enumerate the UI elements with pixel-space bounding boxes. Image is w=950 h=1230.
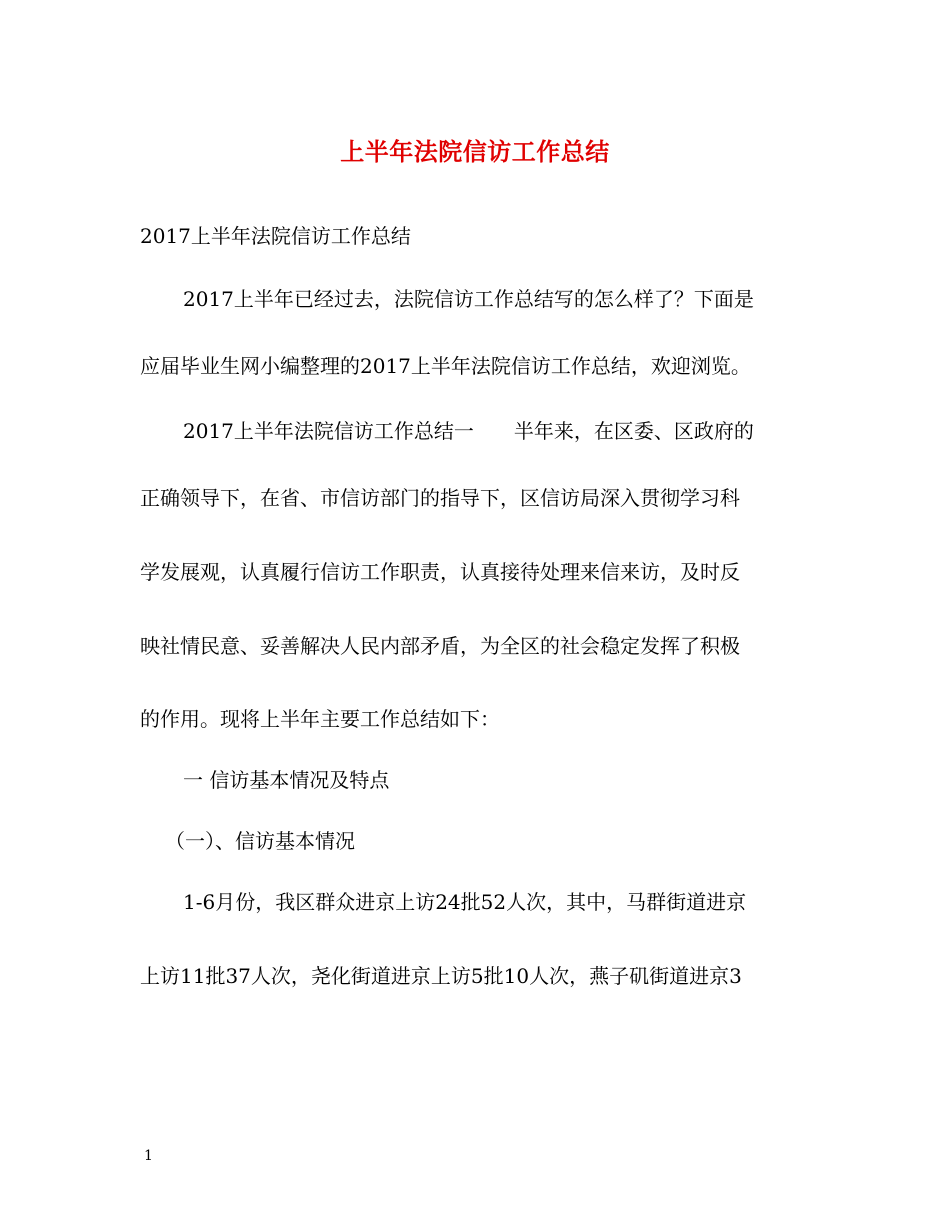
paragraph-line: 2017上半年法院信访工作总结一 半年来，在区委、区政府的 bbox=[183, 419, 754, 443]
paragraph-line: 2017上半年已经过去，法院信访工作总结写的怎么样了？下面是 bbox=[183, 287, 754, 311]
subsection-heading: （一）、信访基本情况 bbox=[165, 829, 355, 853]
paragraph-line: 应届毕业生网小编整理的2017上半年法院信访工作总结，欢迎浏览。 bbox=[140, 354, 751, 378]
paragraph-line: 1-6月份，我区群众进京上访24批52人次，其中，马群街道进京 bbox=[183, 890, 747, 914]
paragraph-line: 上访11批37人次，尧化街道进京上访5批10人次，燕子矶街道进京3 bbox=[140, 964, 742, 988]
paragraph-line: 学发展观，认真履行信访工作职责，认真接待处理来信来访，及时反 bbox=[140, 560, 740, 584]
subtitle-line: 2017上半年法院信访工作总结 bbox=[140, 224, 411, 248]
section-heading: 一 信访基本情况及特点 bbox=[183, 768, 390, 792]
page-number: 1 bbox=[144, 1148, 153, 1164]
paragraph-line: 正确领导下，在省、市信访部门的指导下，区信访局深入贯彻学习科 bbox=[140, 486, 740, 510]
paragraph-line: 的作用。现将上半年主要工作总结如下： bbox=[140, 707, 500, 731]
document-title: 上半年法院信访工作总结 bbox=[340, 137, 610, 166]
paragraph-line: 映社情民意、妥善解决人民内部矛盾，为全区的社会稳定发挥了积极 bbox=[140, 634, 740, 658]
